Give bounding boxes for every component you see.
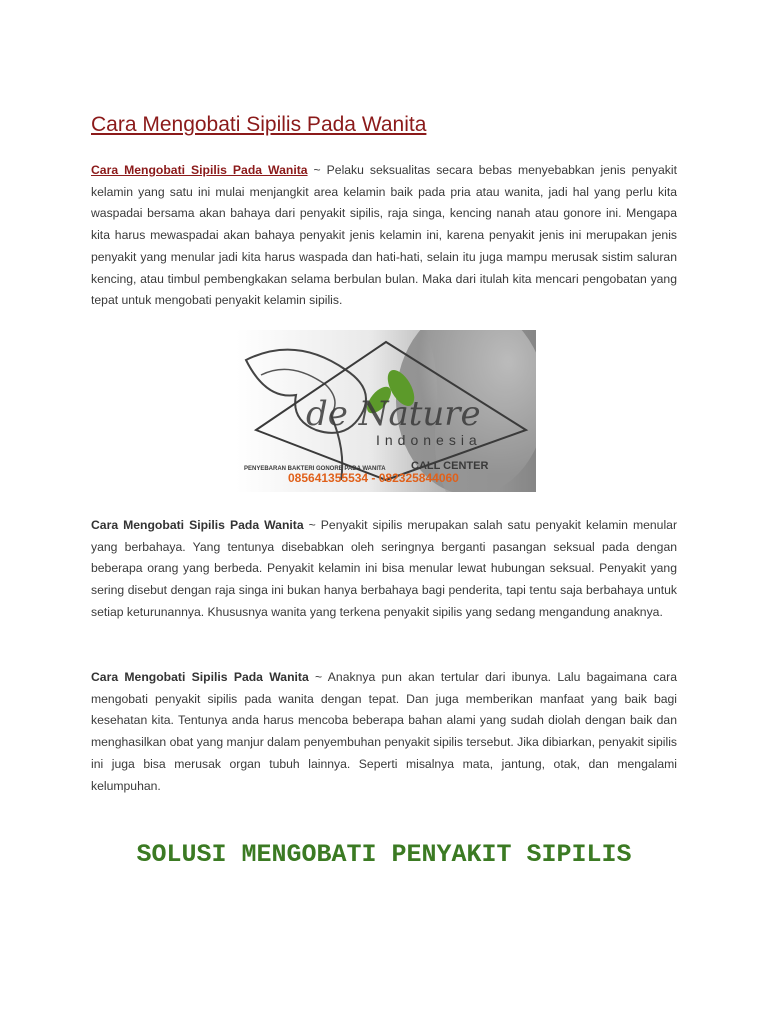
- paragraph-1-lead-link[interactable]: Cara Mengobati Sipilis Pada Wanita: [91, 163, 308, 177]
- brand-text: de Nature: [306, 394, 481, 434]
- paragraph-3-separator: ~: [308, 670, 328, 684]
- paragraph-1: [91, 160, 677, 312]
- paragraph-2-lead: Cara Mengobati Sipilis Pada Wanita: [91, 518, 304, 532]
- paragraph-2-text: Penyakit sipilis merupakan salah satu penyakit kelamin menular yang berbahaya. Yang tentunya disebabkan oleh seringnya berganti pasangan seksual pada dengan beberapa orang yang berbeda. Penyakit kelamin ini bisa menular lewat hubungan seksual. Penyakit yang sering disebut dengan raja singa ini bukan hanya berbahaya bagi penderita, tapi tentu saja berbahaya untuk setiap keturunannya. Khususnya wanita yang terkena penyakit sipilis yang sedang mengandung anaknya.: [91, 518, 677, 619]
- paragraph-3-text: Anaknya pun akan tertular dari ibunya. Lalu bagaimana cara mengobati penyakit sipilis pada wanita dengan tepat. Dan juga memberikan manfaat yang baik bagi kesehatan kita. Tentunya anda harus mencoba beberapa bahan alami yang sudah diolah dengan baik dan menghasilkan obat yang manjur dalam penyembuhan penyakit sipilis tersebut. Jika dibiarkan, penyakit sipilis ini juga bisa merusak organ tubuh lainnya. Seperti misalnya mata, jantung, otak, dan mengalami kelumpuhan.: [91, 670, 677, 793]
- paragraph-2: [91, 515, 677, 624]
- solution-heading: SOLUSI MENGOBATI PENYAKIT SIPILIS: [136, 840, 632, 869]
- paragraph-1-text: Pelaku seksualitas secara bebas menyebabkan jenis penyakit kelamin yang satu ini mulai menjangkit area kelamin baik pada pria atau wanita, jadi hal yang perlu kita waspadai bersama akan bahaya dari penyakit sipilis, raja singa, kencing nanah atau gonore ini. Mengapa kita harus mewaspadai akan bahaya penyakit jenis kelamin ini, karena penyakit jenis ini merupakan jenis penyakit yang menular jadi kita harus waspada dan hati-hati, selain itu juga mampu merusak sistim saluran kencing, atau timbul pembengkakan selama berbulan bulan. Maka dari itulah kita mencari pengobatan yang tepat untuk mengobati penyakit kelamin sipilis.: [91, 163, 677, 308]
- article-image: [236, 330, 536, 492]
- phone-numbers: 085641355534 - 082325844060: [288, 471, 459, 485]
- paragraph-3-lead: Cara Mengobati Sipilis Pada Wanita: [91, 670, 309, 684]
- paragraph-1-separator: ~: [307, 163, 327, 177]
- illustration-graphic: [236, 330, 536, 492]
- image-caption: PENYEBARAN BAKTERI GONORE PADA WANITA: [244, 466, 386, 472]
- brand-subtext: Indonesia: [376, 432, 482, 448]
- paragraph-2-separator: ~: [303, 518, 321, 532]
- article-title: Cara Mengobati Sipilis Pada Wanita: [91, 113, 427, 136]
- call-center-label: CALL CENTER: [411, 460, 489, 472]
- paragraph-3: [91, 667, 677, 797]
